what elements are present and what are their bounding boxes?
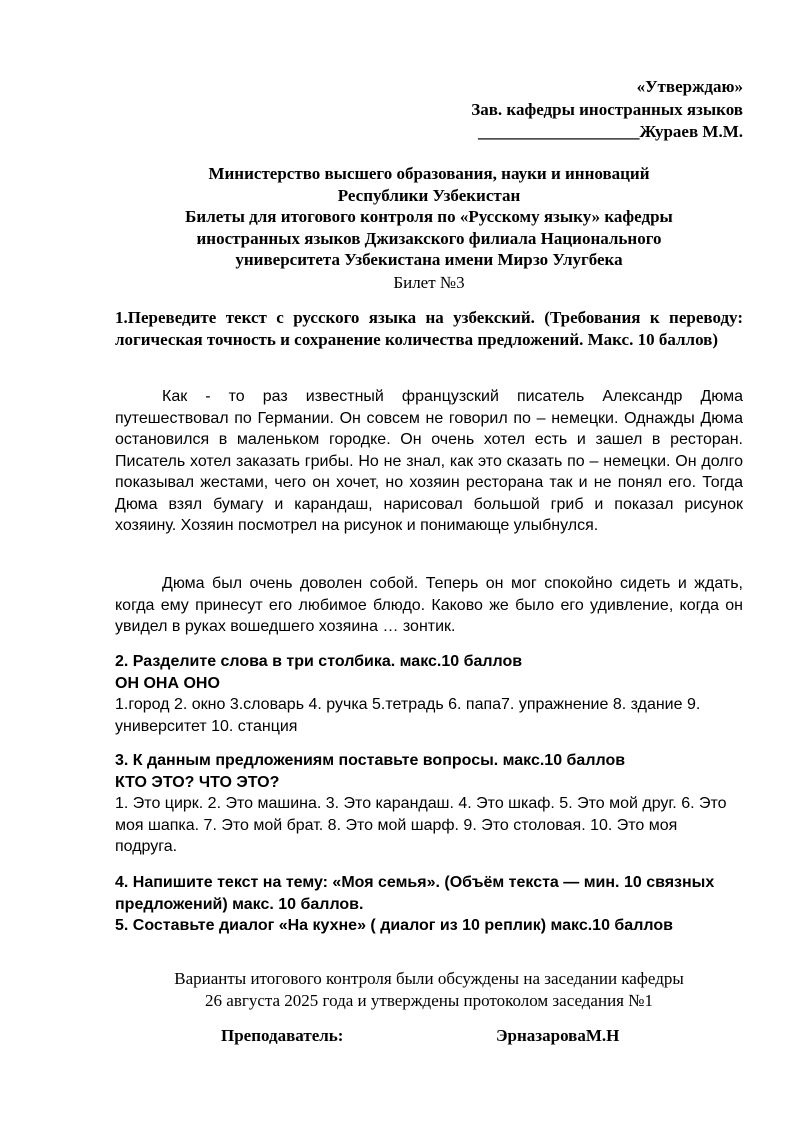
footer-line-2: 26 августа 2025 года и утверждены протоколом заседания №1 [205, 991, 653, 1010]
header-title-1: Билеты для итогового контроля по «Русскому языку» кафедры [185, 207, 673, 227]
signature-name: ЭрназароваМ.Н [496, 1026, 620, 1045]
task2-block [115, 651, 743, 737]
header-republic: Республики Узбекистан [337, 185, 521, 205]
document-footer [115, 968, 743, 1012]
task2-heading: 2. Разделите слова в три столбика. макс.10 баллов [115, 653, 523, 670]
header-title-2: иностранных языков Джизакского филиала Национального [196, 228, 662, 248]
task4-text: 4. Напишите текст на тему: «Моя семья». (Объём текста — мин. 10 связных предложений) макс. 10 баллов. [115, 874, 715, 913]
task2-text: 1.город 2. окно 3.словарь 4. ручка 5.тетрадь 6. папа7. упражнение 8. здание 9. университет 10. станция [115, 696, 701, 735]
task3-subheading: КТО ЭТО? ЧТО ЭТО? [115, 773, 280, 791]
task5-text: 5. Составьте диалог «На кухне» ( диалог из 10 реплик) макс.10 баллов [115, 917, 673, 934]
header-ministry: Министерство высшего образования, науки и инноваций [208, 164, 650, 183]
header-title-3: университета Узбекистана имени Мирзо Улугбека [235, 250, 623, 270]
task1-heading: 1.Переведите текст с русского языка на узбекский. (Требования к переводу: логическая точность и сохранение количества предложений. Макс. 10 баллов) [115, 308, 743, 349]
task3-heading: 3. К данным предложениям поставьте вопросы. макс.10 баллов [115, 752, 626, 769]
task2-subheading: ОН ОНА ОНО [115, 674, 220, 692]
footer-line-1: Варианты итогового контроля были обсуждены на заседании кафедры [174, 969, 684, 988]
task1-paragraph-2: Дюма был очень доволен собой. Теперь он мог спокойно сидеть и ждать, когда ему принесут его любимое блюдо. Каково же было его удивление, когда он увидел в руках вошедшего хозяина … зонтик. [115, 575, 743, 635]
approval-title: «Утверждаю» [636, 77, 743, 96]
task4-5-block [115, 872, 743, 937]
task1-paragraph-1: Как - то раз известный французский писатель Александр Дюма путешествовал по Германии. Он совсем не говорил по – немецки. Однажды Дюма остановился в маленьком городке. Он очень хотел есть и зашел в ресторан. Писатель хотел заказать грибы. Но не знал, как это сказать по – немецки. Он долго показывал жестами, чего он хочет, но хозяин ресторана так и не понял его. Тогда Дюма взял бумагу и карандаш, нарисовал большой гриб и показал рисунок хозяину. Хозяин посмотрел на рисунок и понимающе улыбнулся. [115, 388, 743, 534]
approval-block [471, 76, 743, 144]
approval-position: Зав. кафедры иностранных языков [471, 99, 743, 119]
task3-block [115, 750, 743, 858]
document-header [115, 163, 743, 271]
approval-signature-line: ___________________Жураев М.М. [477, 122, 743, 141]
signature-label: Преподаватель: [221, 1026, 344, 1045]
ticket-number: Билет №3 [393, 273, 465, 292]
task3-text: 1. Это цирк. 2. Это машина. 3. Это карандаш. 4. Это шкаф. 5. Это мой друг. 6. Это моя шапка. 7. Это мой брат. 8. Это мой шарф. 9. Это столовая. 10. Это моя подруга. [115, 795, 727, 855]
